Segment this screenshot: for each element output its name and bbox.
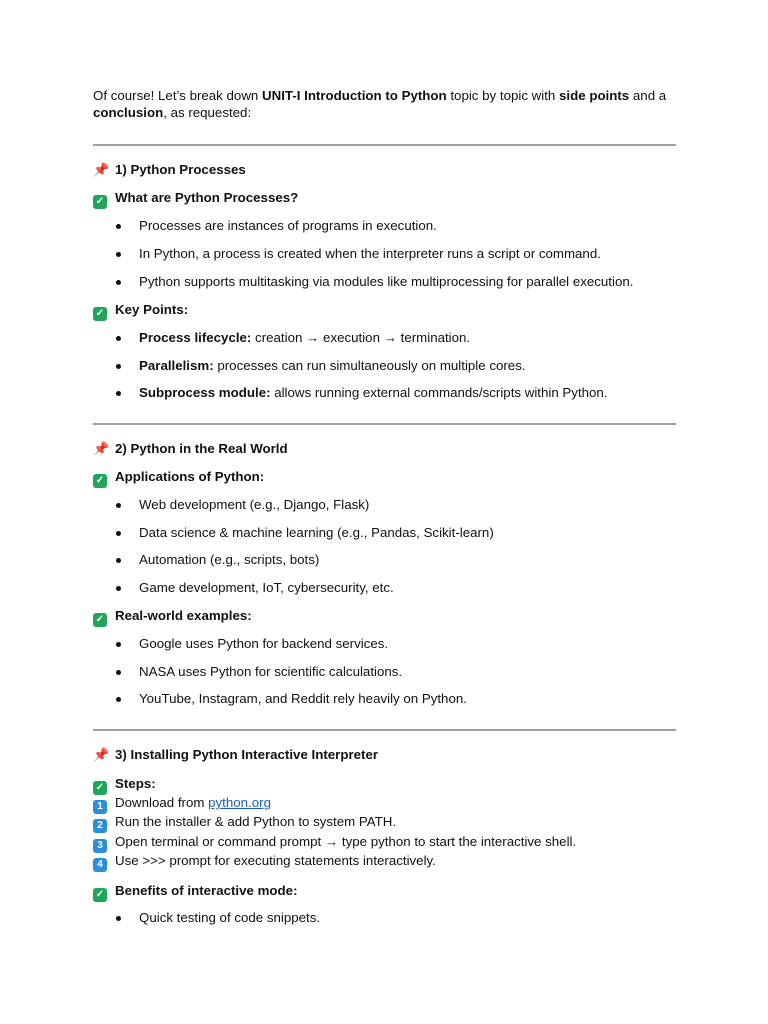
list-item: Quick testing of code snippets. — [139, 910, 321, 925]
bullet-dot — [116, 252, 121, 257]
key-text: creation → execution → termination. — [251, 330, 471, 345]
subheading — [93, 189, 298, 209]
checkmark-icon: ✓ — [93, 781, 107, 795]
checkmark-icon: ✓ — [93, 307, 107, 321]
bullet-dot — [116, 916, 121, 921]
bullet-dot — [116, 503, 121, 508]
step-text: Open terminal or command prompt → type python to start the interactive shell. — [115, 834, 577, 849]
key-label: Process lifecycle: — [139, 330, 252, 345]
list-item: Google uses Python for backend services. — [139, 636, 389, 651]
intro-bold-conclusion: conclusion — [93, 105, 164, 120]
list-item — [139, 357, 526, 375]
keycap-two-icon: 2 — [93, 819, 107, 833]
list-item: Python supports multitasking via modules like multiprocessing for parallel execution. — [139, 274, 634, 289]
checkmark-icon: ✓ — [93, 195, 107, 209]
intro-paragraph — [93, 87, 683, 121]
list-item: Web development (e.g., Django, Flask) — [139, 497, 370, 512]
bullet-dot — [116, 531, 121, 536]
subheading-text: Key Points: — [115, 302, 189, 317]
pushpin-icon: 📌 — [93, 441, 110, 456]
section-title-text: 3) Installing Python Interactive Interpreter — [115, 747, 379, 762]
intro-text: topic by topic with — [446, 88, 560, 103]
key-label: Parallelism: — [139, 358, 214, 373]
subheading — [93, 775, 156, 795]
bullet-dot — [116, 391, 121, 396]
subheading-text: Real-world examples: — [115, 608, 252, 623]
list-item: YouTube, Instagram, and Reddit rely heavily on Python. — [139, 691, 467, 706]
divider — [93, 144, 676, 146]
keycap-three-icon: 3 — [93, 839, 107, 853]
checkmark-icon: ✓ — [93, 474, 107, 488]
subheading — [93, 301, 188, 321]
bullet-dot — [116, 670, 121, 675]
pushpin-icon: 📌 — [93, 162, 110, 177]
list-item — [139, 329, 470, 347]
checkmark-icon: ✓ — [93, 888, 107, 902]
list-item: NASA uses Python for scientific calculations. — [139, 664, 403, 679]
subheading-text: Benefits of interactive mode: — [115, 883, 298, 898]
step-item — [93, 852, 436, 872]
key-text: allows running external commands/scripts within Python. — [270, 385, 608, 400]
bullet-dot — [116, 224, 121, 229]
step-item — [93, 794, 271, 814]
section-title — [93, 746, 378, 764]
bullet-dot — [116, 697, 121, 702]
intro-text: , as requested: — [163, 105, 252, 120]
section-title — [93, 440, 288, 458]
section-title-text: 2) Python in the Real World — [115, 441, 288, 456]
list-item: Processes are instances of programs in execution. — [139, 218, 437, 233]
bullet-dot — [116, 364, 121, 369]
step-item — [93, 813, 396, 833]
list-item: Game development, IoT, cybersecurity, etc. — [139, 580, 394, 595]
step-item — [93, 833, 576, 853]
divider — [93, 729, 676, 731]
keycap-one-icon: 1 — [93, 800, 107, 814]
bullet-dot — [116, 558, 121, 563]
intro-bold-side-points: side points — [559, 88, 630, 103]
section-title-text: 1) Python Processes — [115, 162, 246, 177]
key-text: processes can run simultaneously on multiple cores. — [213, 358, 526, 373]
section-title — [93, 161, 246, 179]
intro-text: Of course! Let’s break down — [93, 88, 263, 103]
subheading — [93, 607, 252, 627]
step-text: Run the installer & add Python to system PATH. — [115, 814, 397, 829]
intro-bold-unit: UNIT-I Introduction to Python — [262, 88, 447, 103]
subheading — [93, 468, 264, 488]
pushpin-icon: 📌 — [93, 747, 110, 762]
list-item — [139, 384, 608, 402]
bullet-dot — [116, 280, 121, 285]
bullet-dot — [116, 586, 121, 591]
intro-text: and a — [629, 88, 667, 103]
checkmark-icon: ✓ — [93, 613, 107, 627]
list-item: Data science & machine learning (e.g., Pandas, Scikit-learn) — [139, 525, 494, 540]
keycap-four-icon: 4 — [93, 858, 107, 872]
subheading-text: Applications of Python: — [115, 469, 265, 484]
python-org-link[interactable]: python.org — [208, 795, 271, 810]
key-label: Subprocess module: — [139, 385, 271, 400]
step-text: Use >>> prompt for executing statements interactively. — [115, 853, 436, 868]
bullet-dot — [116, 642, 121, 647]
step-text: Download from — [115, 795, 209, 810]
subheading-text: Steps: — [115, 776, 156, 791]
subheading-text: What are Python Processes? — [115, 190, 299, 205]
list-item: Automation (e.g., scripts, bots) — [139, 552, 320, 567]
divider — [93, 423, 676, 425]
list-item: In Python, a process is created when the interpreter runs a script or command. — [139, 246, 601, 261]
bullet-dot — [116, 336, 121, 341]
subheading — [93, 882, 298, 902]
